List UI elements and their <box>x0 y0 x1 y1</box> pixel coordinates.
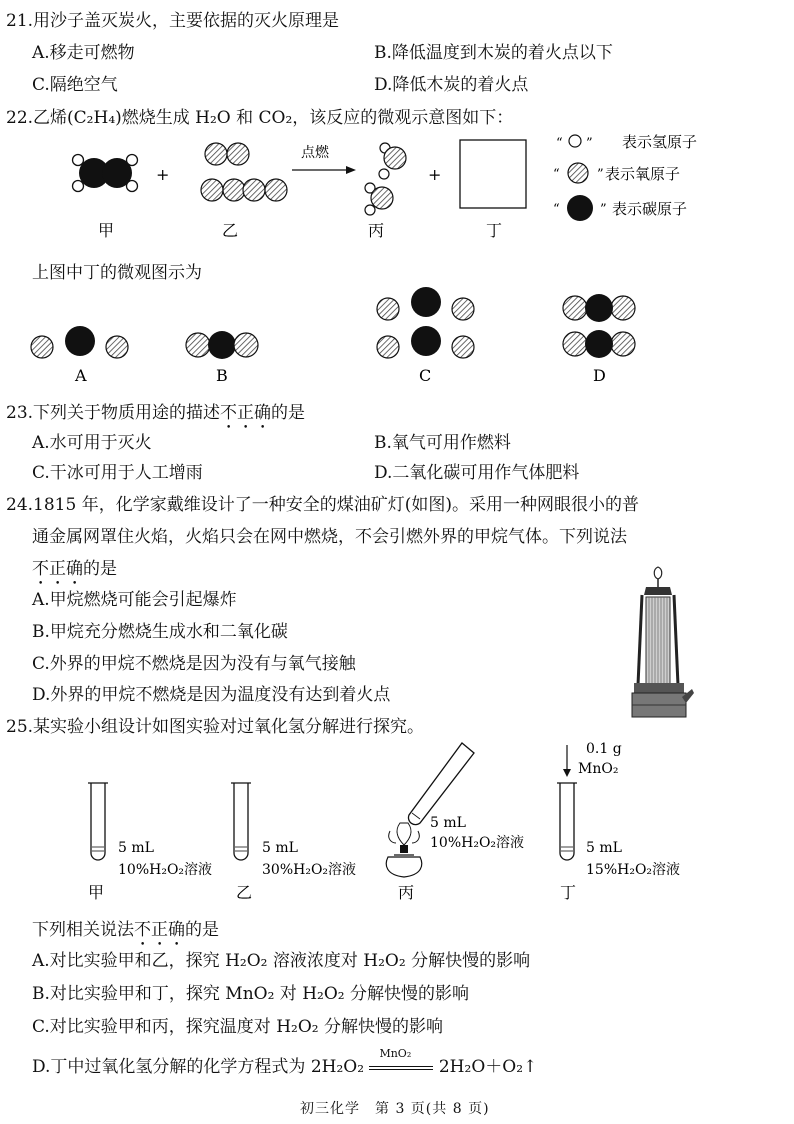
q24-line1: 24.1815 年，化学家戴维设计了一种安全的煤油矿灯(如图)。采用一种网眼很小的普 <box>6 495 639 515</box>
choice-b-molecule <box>186 331 258 359</box>
reaction-diagram <box>0 130 794 240</box>
page-footer: 初三化学 第 3 页(共 8 页) <box>300 1101 490 1117</box>
catalyst-label: MnO₂ <box>578 761 619 777</box>
q21-option-d: D.降低木炭的着火点 <box>374 75 529 95</box>
tube-jia-name: 甲 <box>88 883 105 902</box>
reaction-condition: MnO₂ <box>369 1059 433 1077</box>
test-tube-ding <box>557 783 577 860</box>
q24-option-b: B.甲烷充分燃烧生成水和二氧化碳 <box>32 622 288 642</box>
choice-c-label: C <box>419 366 432 385</box>
plus-sign-2: + <box>428 165 442 184</box>
name-yi: 乙 <box>222 221 239 240</box>
tube-yi-volume: 5 mL <box>262 840 298 856</box>
name-ding: 丁 <box>486 221 503 240</box>
q22-ask: 上图中丁的微观图示为 <box>32 263 202 283</box>
tube-jia-solution: 10%H₂O₂溶液 <box>118 862 213 878</box>
svg-text:“: “ <box>553 202 560 217</box>
q23-option-b: B.氧气可用作燃料 <box>374 433 511 453</box>
legend-carbon: 表示碳原子 <box>612 200 688 218</box>
q23-option-c: C.干冰可用于人工增雨 <box>32 463 203 483</box>
tube-ding-name: 丁 <box>560 883 577 902</box>
choice-c-molecules <box>377 287 474 358</box>
choice-d-label: D <box>593 366 606 385</box>
q24-option-d: D.外界的甲烷不燃烧是因为温度没有达到着火点 <box>32 685 391 705</box>
svg-text:”: ” <box>586 136 593 151</box>
svg-text:“: “ <box>553 167 560 182</box>
svg-text:”: ” <box>600 202 607 217</box>
tube-bing-name: 丙 <box>398 883 415 902</box>
q25-stem: 25.某实验小组设计如图实验对过氧化氢分解进行探究。 <box>6 717 425 737</box>
tube-ding-solution: 15%H₂O₂溶液 <box>586 862 681 878</box>
legend-carbon-icon <box>567 195 593 221</box>
choice-a-molecule <box>31 326 128 358</box>
legend-hydrogen-icon <box>569 135 581 147</box>
test-tube-bing <box>408 743 474 825</box>
q24-line2: 通金属网罩住火焰，火焰只会在网中燃烧，不会引燃外界的甲烷气体。下列说法 <box>32 527 627 547</box>
name-bing: 丙 <box>368 221 385 240</box>
test-tube-jia <box>88 783 108 860</box>
q21-option-a: A.移走可燃物 <box>32 43 135 63</box>
q24-option-c: C.外界的甲烷不燃烧是因为没有与氧气接触 <box>32 654 356 674</box>
choice-d-molecules <box>563 294 635 358</box>
q24-emphasis: 不正确 <box>32 559 83 579</box>
q25-option-c: C.对比实验甲和丙，探究温度对 H₂O₂ 分解快慢的影响 <box>32 1017 444 1037</box>
q21-option-b: B.降低温度到木炭的着火点以下 <box>374 43 613 63</box>
name-jia: 甲 <box>98 221 115 240</box>
tube-yi-name: 乙 <box>236 883 253 902</box>
q25-option-b: B.对比实验甲和丁，探究 MnO₂ 对 H₂O₂ 分解快慢的影响 <box>32 984 470 1004</box>
legend-oxygen-icon <box>568 163 588 183</box>
legend <box>553 133 697 221</box>
q25-option-a: A.对比实验甲和乙，探究 H₂O₂ 溶液浓度对 H₂O₂ 分解快慢的影响 <box>32 951 531 971</box>
alcohol-lamp <box>386 823 421 877</box>
experiment-diagram <box>0 735 794 915</box>
test-tube-yi <box>231 783 251 860</box>
q23-option-d: D.二氧化碳可用作气体肥料 <box>374 463 580 483</box>
q23-option-a: A.水可用于灭火 <box>32 433 152 453</box>
choice-b-label: B <box>216 366 228 385</box>
q22-stem: 22.乙烯(C₂H₄)燃烧生成 H₂O 和 CO₂，该反应的微观示意图如下： <box>6 108 514 128</box>
plus-sign-1: + <box>156 165 170 184</box>
safety-lamp-illustration <box>620 565 700 720</box>
q21-stem: 21.用沙子盖灭炭火，主要依据的灭火原理是 <box>6 11 340 31</box>
q25-emphasis: 不正确 <box>134 920 185 940</box>
q24-option-a: A.甲烷燃烧可能会引起爆炸 <box>32 590 237 610</box>
ignite-label: 点燃 <box>301 145 329 161</box>
ethylene-molecule <box>73 155 138 192</box>
answer-choices-diagram <box>0 280 794 390</box>
q23-emphasis: 不正确 <box>220 403 272 423</box>
q25-option-d: D.丁中过氧化氢分解的化学方程式为 2H₂O₂ MnO₂ 2H₂O＋O₂↑ <box>32 1046 538 1077</box>
water-molecules <box>365 143 406 215</box>
q25-ask: 下列相关说法不正确的是 <box>32 920 219 940</box>
q21-option-c: C.隔绝空气 <box>32 75 118 95</box>
q23-stem: 23.下列关于物质用途的描述不正确的是 <box>6 403 306 423</box>
tube-bing-volume: 5 mL <box>430 815 466 831</box>
unknown-product-box <box>460 140 526 208</box>
tube-ding-volume: 5 mL <box>586 840 622 856</box>
tube-yi-solution: 30%H₂O₂溶液 <box>262 862 357 878</box>
choice-a-label: A <box>75 366 87 385</box>
svg-text:“: “ <box>556 136 563 151</box>
tube-jia-volume: 5 mL <box>118 840 154 856</box>
legend-hydrogen: 表示氢原子 <box>622 133 698 151</box>
q24-line3: 不正确的是 <box>32 559 117 579</box>
svg-text:”: ” <box>597 167 604 182</box>
catalyst-mass: 0.1 g <box>586 741 622 757</box>
oxygen-molecules <box>201 143 287 201</box>
tube-bing-solution: 10%H₂O₂溶液 <box>430 835 525 851</box>
legend-oxygen: 表示氧原子 <box>605 165 681 183</box>
